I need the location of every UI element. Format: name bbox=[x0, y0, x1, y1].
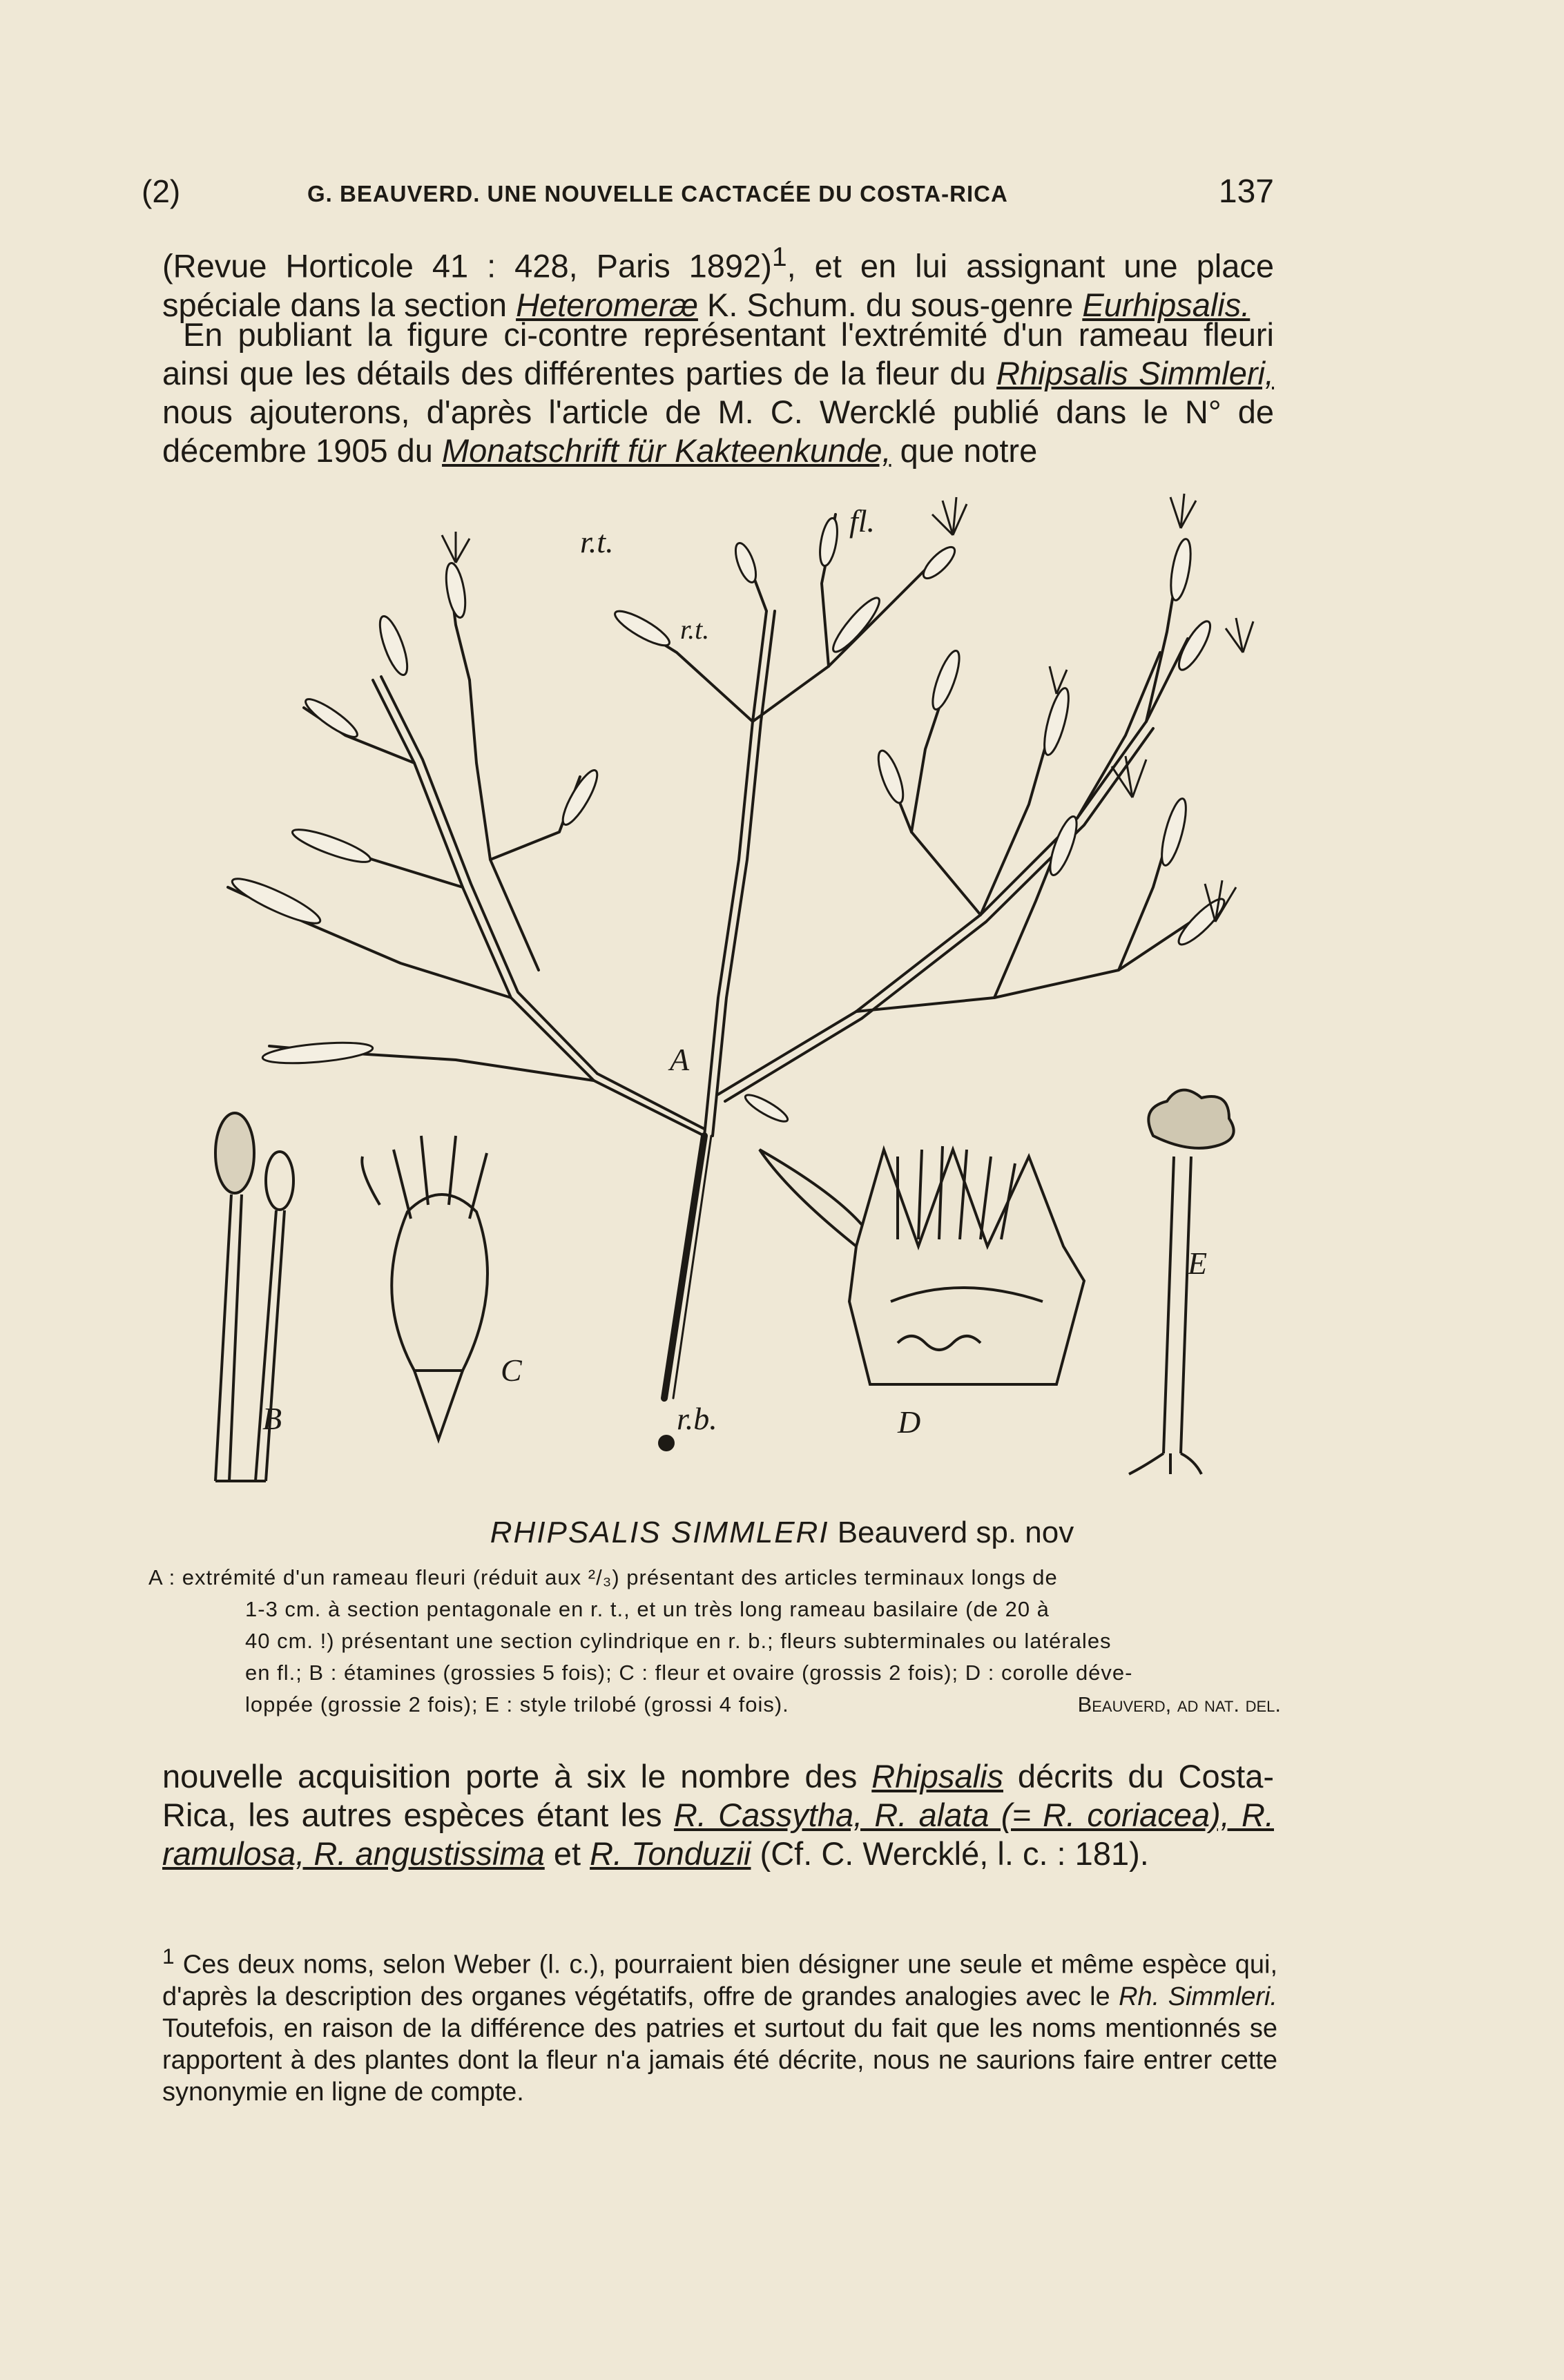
botanical-illustration bbox=[166, 473, 1284, 1509]
label-c: C bbox=[501, 1353, 522, 1388]
paragraph-text: nouvelle acquisition porte à six le nombre des bbox=[162, 1758, 872, 1794]
second-paragraph bbox=[162, 316, 1274, 470]
detail-c-flower bbox=[362, 1136, 487, 1440]
intro-paragraph bbox=[162, 238, 1274, 325]
paragraph-text: En publiant la figure ci-contre représentant l'extrémité d'un rameau fleuri ainsi que les détails des différentes parties de la fleur du bbox=[162, 316, 1274, 391]
legend-line-last bbox=[148, 1689, 1281, 1721]
illustrator-credit: Beauverd, ad nat. del. bbox=[1077, 1692, 1281, 1716]
intro-text: (Revue Horticole 41 : 428, Paris 1892) bbox=[162, 247, 772, 284]
detail-e-style bbox=[1129, 1090, 1234, 1474]
legend-line: A : extrémité d'un rameau fleuri (réduit aux ²/₃) présentant des articles terminaux longs de bbox=[148, 1565, 1058, 1589]
label-e: E bbox=[1188, 1246, 1208, 1281]
figure-caption-title bbox=[0, 1516, 1564, 1550]
label-rt-mid: r.t. bbox=[680, 614, 710, 645]
intro-text: K. Schum. du sous-genre bbox=[697, 286, 1083, 323]
paragraph-text: que notre bbox=[891, 432, 1038, 469]
header-section-number: (2) bbox=[142, 173, 181, 209]
footnote bbox=[162, 1940, 1277, 2108]
species-name: R. Tonduzii bbox=[590, 1835, 751, 1872]
legend-line: 40 cm. !) présentant une section cylindrique en r. b.; fleurs subterminales ou latérales bbox=[245, 1629, 1112, 1653]
journal-name: Monatschrift für Kakteenkunde, bbox=[442, 432, 891, 469]
flower-drawings bbox=[442, 494, 1253, 922]
stem-articles bbox=[229, 517, 1230, 1126]
footnote-ref: 1 bbox=[771, 242, 787, 272]
detail-d-corolla bbox=[760, 1146, 1084, 1384]
continuation-paragraph bbox=[162, 1757, 1274, 1873]
caption-species: RHIPSALIS SIMMLERI bbox=[490, 1516, 829, 1549]
legend-line-text: loppée (grossie 2 fois); E : style trilobé (grossi 4 fois). bbox=[245, 1692, 789, 1716]
label-rb: r.b. bbox=[677, 1401, 717, 1436]
paragraph-text: et bbox=[544, 1835, 590, 1872]
intro-text: spéciale dans la section bbox=[162, 286, 516, 323]
label-rt-top: r.t. bbox=[580, 524, 614, 559]
footnote-text: Ces deux noms, selon Weber (l. c.), pourraient bien désigner une seule et même espèce qui, d'après la description des organes végétatifs, offre de grandes analogies avec le bbox=[162, 1950, 1277, 2011]
legend-line: en fl.; B : étamines (grossies 5 fois); C : fleur et ovaire (grossis 2 fois); D : corolle déve- bbox=[245, 1661, 1133, 1685]
footnote-mark: 1 bbox=[162, 1944, 175, 1968]
legend-line: 1-3 cm. à section pentagonale en r. t., et un très long rameau basilaire (de 20 à bbox=[245, 1597, 1050, 1621]
label-fl: fl. bbox=[849, 503, 876, 539]
footnote-species: Rh. Simmleri. bbox=[1119, 1982, 1277, 2011]
figure-legend bbox=[148, 1562, 1281, 1721]
basal-cut-mark bbox=[658, 1435, 675, 1451]
label-d: D bbox=[898, 1404, 921, 1440]
paragraph-text: nous ajouterons, d'après l'article de M. C. Wercklé publié dans le N° de décembre 1905 du bbox=[162, 394, 1274, 469]
section-name: Heteromeræ bbox=[516, 286, 698, 323]
label-a: A bbox=[670, 1042, 690, 1077]
page-number: 137 bbox=[1218, 173, 1274, 210]
caption-authority: Beauverd sp. nov bbox=[829, 1516, 1074, 1549]
label-b: B bbox=[262, 1401, 282, 1436]
species-list: R. Cassytha, R. alata (= R. coriacea), R. ramulosa, R. angustissima bbox=[162, 1797, 1274, 1872]
subgenus-name: Eurhipsalis. bbox=[1082, 286, 1251, 323]
paragraph-text: décrits du Costa-Rica, les autres espèces étant les bbox=[162, 1758, 1274, 1833]
footnote-text: Toutefois, en raison de la différence des patries et surtout du fait que les noms mentionnés se rapportent à des plantes dont la fleur n'a jamais été décrite, nous ne saurions faire entrer cette synonymie en ligne de compte. bbox=[162, 2013, 1277, 2107]
intro-text: , et en lui assignant une place bbox=[786, 247, 1274, 284]
species-name: Rhipsalis Simmleri, bbox=[996, 355, 1274, 391]
running-header bbox=[142, 173, 1274, 221]
header-title: G. BEAUVERD. UNE NOUVELLE CACTACÉE DU COSTA-RICA bbox=[307, 181, 1008, 206]
genus-name: Rhipsalis bbox=[871, 1758, 1003, 1794]
paragraph-text: (Cf. C. Wercklé, l. c. : 181). bbox=[751, 1835, 1149, 1872]
